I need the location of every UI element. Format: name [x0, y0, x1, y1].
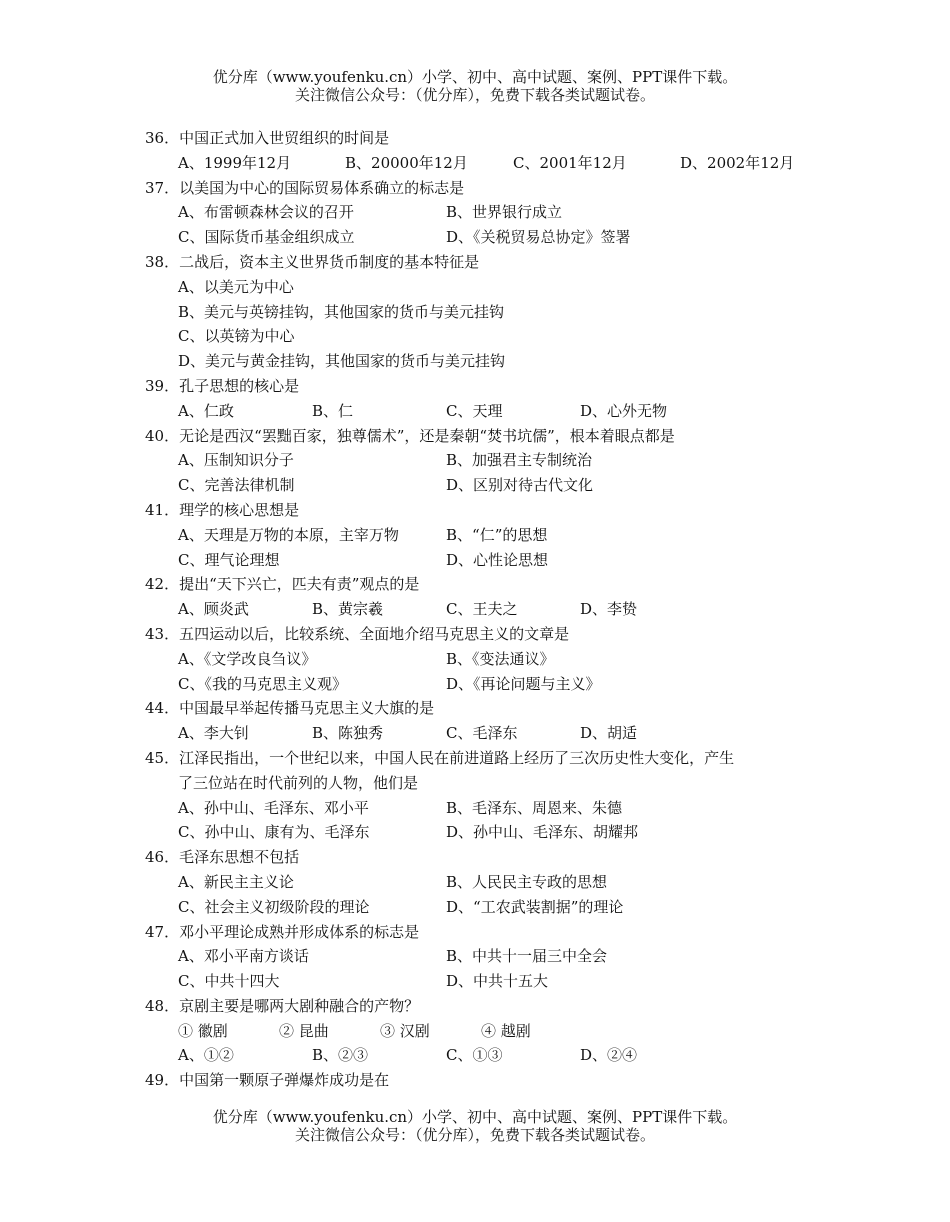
page-footer: [0, 1108, 950, 1144]
answer-option: C、以英镑为中心: [178, 327, 295, 346]
question-item: [145, 1068, 825, 1093]
question-stem: 36．中国正式加入世贸组织的时间是: [145, 129, 390, 147]
answer-option: ④ 越剧: [481, 1021, 531, 1040]
question-stem: 40．无论是西汉“罢黜百家，独尊儒术”，还是秦朝“焚书坑儒”，根本着眼点都是: [145, 426, 675, 445]
header-line-2: 关注微信公众号：（优分库），免费下载各类试题试卷。: [294, 86, 655, 104]
answer-option: B、世界银行成立: [446, 203, 563, 222]
option-row: [145, 151, 825, 176]
answer-option: ③ 汉剧: [380, 1021, 430, 1040]
question-stem: 37．以美国为中心的国际贸易体系确立的标志是: [145, 178, 465, 197]
option-row: [145, 275, 825, 300]
question-stem: 了三位站在时代前列的人物，他们是: [178, 773, 419, 792]
answer-option: C、2001年12月: [513, 153, 627, 172]
question-item: [145, 498, 825, 572]
question-stem: 38．二战后，资本主义世界货币制度的基本特征是: [145, 252, 480, 271]
answer-option: ① 徽剧: [178, 1021, 228, 1040]
choice-items: [145, 1019, 825, 1044]
option-row: [145, 548, 825, 573]
footer-line-1: 优分库（www.youfenku.cn）小学、初中、高中试题、案例、PPT课件下载。: [212, 1108, 738, 1126]
answer-option: A、新民主主义论: [178, 872, 294, 891]
answer-option: D、《再论问题与主义》: [446, 674, 601, 693]
answer-option: D、心性论思想: [446, 550, 549, 569]
answer-option: A、李大钊: [178, 724, 249, 743]
question-stem: 39．孔子思想的核心是: [145, 376, 300, 395]
answer-option: D、孙中山、毛泽东、胡耀邦: [446, 823, 639, 842]
answer-option: A、①②: [178, 1046, 234, 1065]
answer-option: C、中共十四大: [178, 972, 280, 991]
answer-option: C、①③: [446, 1046, 503, 1065]
option-row: [145, 672, 825, 697]
answer-option: D、胡适: [580, 724, 638, 743]
answer-option: D、区别对待古代文化: [446, 476, 594, 495]
option-row: [145, 200, 825, 225]
question-stem: 45．江泽民指出，一个世纪以来，中国人民在前进道路上经历了三次历史性大变化，产生: [145, 748, 735, 767]
question-item: [145, 746, 825, 845]
answer-option: A、压制知识分子: [178, 451, 294, 470]
question-item: [145, 374, 825, 424]
answer-option: A、布雷顿森林会议的召开: [178, 203, 354, 222]
answer-option: C、国际货币基金组织成立: [178, 228, 355, 247]
question-stem: 41．理学的核心思想是: [145, 500, 300, 519]
question-item: [145, 920, 825, 994]
answer-option: D、②④: [580, 1046, 638, 1065]
answer-option: A、以美元为中心: [178, 277, 294, 296]
question-stem: 43．五四运动以后，比较系统、全面地介绍马克思主义的文章是: [145, 624, 570, 643]
answer-option: B、美元与英镑挂钩，其他国家的货币与美元挂钩: [178, 302, 505, 321]
answer-option: C、《我的马克思主义观》: [178, 674, 347, 693]
option-row: [145, 473, 825, 498]
answer-option: B、“仁”的思想: [446, 525, 548, 544]
answer-option: D、2002年12月: [680, 153, 795, 172]
option-row: [145, 796, 825, 821]
question-stem: 48．京剧主要是哪两大剧种融合的产物？: [145, 996, 420, 1015]
header-line-1: 优分库（www.youfenku.cn）小学、初中、高中试题、案例、PPT课件下载。: [212, 68, 738, 86]
question-item: [145, 424, 825, 498]
option-row: [145, 969, 825, 994]
option-row: [145, 300, 825, 325]
answer-option: B、《变法通议》: [446, 649, 555, 668]
answer-option: C、完善法律机制: [178, 476, 295, 495]
option-row: [145, 944, 825, 969]
question-item: [145, 572, 825, 622]
answer-option: A、天理是万物的本原，主宰万物: [178, 525, 399, 544]
option-row: [145, 870, 825, 895]
answer-option: C、社会主义初级阶段的理论: [178, 897, 370, 916]
option-row: [145, 647, 825, 672]
option-row: [145, 820, 825, 845]
option-row: [145, 597, 825, 622]
answer-option: A、孙中山、毛泽东、邓小平: [178, 798, 369, 817]
question-item: [145, 250, 825, 374]
question-stem: 42．提出“天下兴亡，匹夫有责”观点的是: [145, 575, 420, 594]
question-item: [145, 696, 825, 746]
answer-option: B、20000年12月: [345, 153, 468, 172]
answer-option: C、天理: [446, 401, 503, 420]
question-stem: 46．毛泽东思想不包括: [145, 848, 300, 867]
answer-option: B、仁: [312, 401, 354, 420]
answer-option: A、仁政: [178, 401, 234, 420]
answer-option: C、毛泽东: [446, 724, 518, 743]
answer-option: D、心外无物: [580, 401, 668, 420]
option-row: [145, 448, 825, 473]
footer-line-2: 关注微信公众号：（优分库），免费下载各类试题试卷。: [294, 1126, 655, 1144]
question-stem: 49．中国第一颗原子弹爆炸成功是在: [145, 1071, 390, 1090]
option-row: [145, 399, 825, 424]
question-item: [145, 845, 825, 919]
answer-option: B、黄宗羲: [312, 600, 384, 619]
option-row: [145, 895, 825, 920]
answer-option: A、顾炎武: [178, 600, 249, 619]
answer-option: B、加强君主专制统治: [446, 451, 593, 470]
answer-option: A、《文学改良刍议》: [178, 649, 317, 668]
answer-option: A、邓小平南方谈话: [178, 947, 309, 966]
answer-option: A、1999年12月: [178, 153, 292, 172]
answer-option: D、李贽: [580, 600, 638, 619]
option-row: [145, 349, 825, 374]
page-header: [0, 68, 950, 104]
question-stem: 44．中国最早举起传播马克思主义大旗的是: [145, 699, 435, 718]
answer-option: B、毛泽东、周恩来、朱德: [446, 798, 623, 817]
answer-option: B、人民民主专政的思想: [446, 872, 608, 891]
question-item: [145, 994, 825, 1068]
question-item: [145, 176, 825, 250]
question-list: [145, 126, 825, 1093]
answer-option: D、“工农武装割据”的理论: [446, 897, 624, 916]
question-item: [145, 622, 825, 696]
option-row: [145, 225, 825, 250]
option-row: [145, 324, 825, 349]
answer-option: B、陈独秀: [312, 724, 384, 743]
answer-option: B、中共十一届三中全会: [446, 947, 608, 966]
question-stem: 47．邓小平理论成熟并形成体系的标志是: [145, 922, 420, 941]
answer-option: D、《关税贸易总协定》签署: [446, 228, 631, 247]
answer-option: C、王夫之: [446, 600, 518, 619]
answer-option: C、孙中山、康有为、毛泽东: [178, 823, 370, 842]
option-row: [145, 523, 825, 548]
question-item: [145, 126, 825, 176]
option-row: [145, 721, 825, 746]
option-row: [145, 1043, 825, 1068]
answer-option: ② 昆曲: [279, 1021, 329, 1040]
answer-option: B、②③: [312, 1046, 369, 1065]
answer-option: D、中共十五大: [446, 972, 549, 991]
answer-option: C、理气论理想: [178, 550, 280, 569]
answer-option: D、美元与黄金挂钩，其他国家的货币与美元挂钩: [178, 352, 506, 371]
